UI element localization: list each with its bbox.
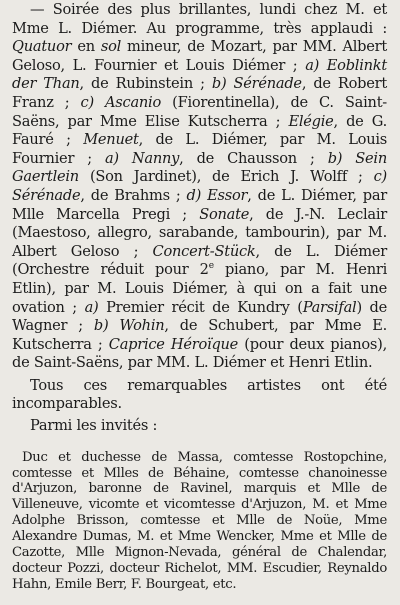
italic-title-run: c) Sérénade: [12, 168, 387, 204]
text-run: (Fiorentinella), de C. Saint-Saëns, par Mme Elise Kutscherra ;: [12, 93, 387, 130]
text-run: , de Robert Franz ;: [12, 75, 387, 111]
text-run: piano, par M. Henri Etlin), par M. Louis Diémer, à qui on a fait une ovation ;: [12, 261, 387, 316]
text-run: , de Brahms ;: [80, 186, 187, 204]
text-run: ) de Wagner ;: [12, 298, 387, 335]
text-run: , de G. Fauré ;: [12, 112, 387, 149]
italic-title-run: Parsifal: [302, 298, 357, 316]
italic-title-run: c) Ascanio: [80, 93, 162, 111]
text-run: — Soirée des plus brillantes, lundi chez M. et Mme L. Diémer. Au programme, très applaudi :: [12, 1, 387, 37]
text-run: , de Schubert, par Mme E. Kutscherra ;: [12, 317, 388, 353]
text-run: (pour deux pianos), de Saint-Saëns, par MM. L. Diémer et Henri Etlin.: [12, 335, 387, 372]
italic-title-run: Caprice Héroïque: [108, 335, 239, 353]
italic-title-run: Sonate: [199, 205, 250, 223]
italic-title-run: d) Essor: [186, 186, 248, 204]
italic-title-run: a) Nanny: [104, 149, 180, 167]
italic-title-run: a): [84, 298, 99, 316]
article-column: [12, 1, 387, 593]
italic-title-run: b) Sérénade: [211, 75, 302, 93]
guests-heading: Parmi les invités :: [30, 417, 158, 435]
text-run: , de Rubinstein ;: [79, 75, 212, 93]
artists-praise-paragraph: Tous ces remarquables artistes ont été incomparables.: [12, 376, 387, 413]
superscript-run: e: [208, 261, 214, 272]
text-run: Premier récit de Kundry (: [98, 298, 303, 316]
text-run: , de L. Diémer (Orchestre réduit pour 2: [12, 242, 387, 279]
text-run: , de L. Diémer, par M. Louis Fournier ;: [12, 131, 388, 167]
text-run: , de J.-N. Leclair (Maestoso, allegro, sarabande, tambourin), par M. Albert Geloso ;: [12, 205, 388, 260]
text-run: en: [71, 38, 101, 56]
italic-title-run: b) Sein Gaertlein: [12, 149, 388, 186]
text-run: , de L. Diémer, par Mlle Marcella Pregi ;: [12, 186, 388, 223]
italic-title-run: sol: [100, 38, 122, 56]
text-run: (Son Jardinet), de Erich J. Wolff ;: [78, 168, 374, 186]
italic-title-run: Quatuor: [12, 38, 72, 56]
guest-list-paragraph: Duc et duchesse de Massa, comtesse Rostopchine, comtesse et Mlles de Béhaine, comtesse chanoinesse d'Arjuzon, baronne de Ravinel, marquis et Mlle de Villeneuve, vicomte et vicomtesse d'Arjuzon, M. et Mme Adolphe Brisson, comtesse et Mlle de Noüe, Mme Alexandre Dumas, M. et Mme Wencker, Mme et Mlle de Cazotte, Mlle Mignon-Nevada, général de Chalendar, docteur Pozzi, docteur Richelot, MM. Escudier, Reynaldo Hahn, Emile Berr, F. Bourgeat, etc.: [12, 449, 387, 592]
italic-title-run: a) Eoblinkt der Than: [12, 56, 387, 93]
text-run: , de Chausson ;: [179, 149, 328, 167]
italic-title-run: Elégie: [288, 112, 334, 130]
concert-program-paragraph: [12, 1, 387, 373]
text-run: mineur, de Mozart, par MM. Albert Geloso, L. Fournier et Louis Diémer ;: [12, 38, 387, 74]
italic-title-run: Menuet: [83, 131, 139, 149]
italic-title-run: Concert-Stück: [152, 242, 256, 260]
italic-title-run: b) Wohin: [93, 317, 165, 335]
